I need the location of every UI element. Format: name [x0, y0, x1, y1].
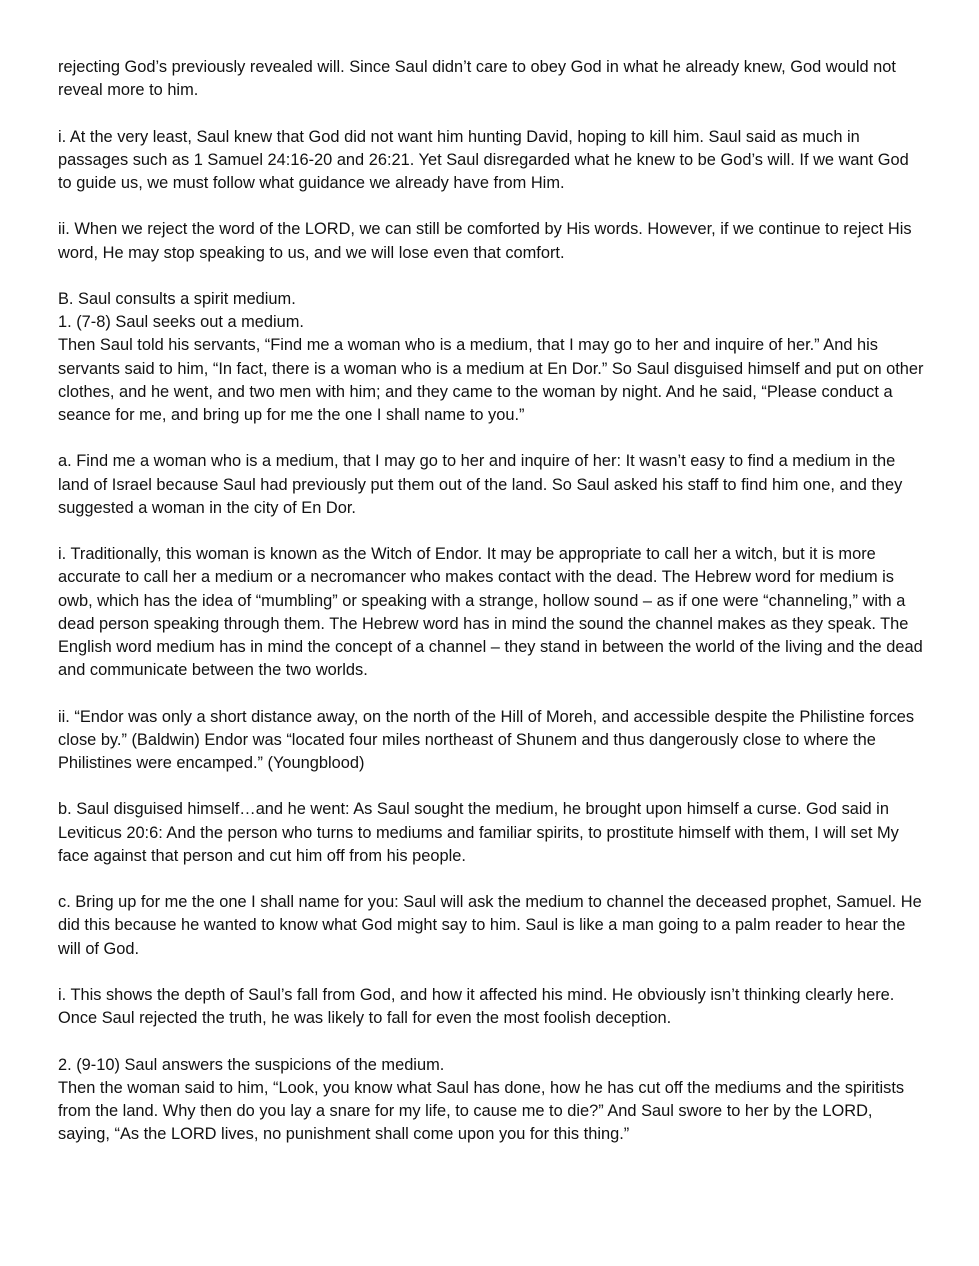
section-heading-b: B. Saul consults a spirit medium.: [58, 289, 296, 308]
paragraph-point-ii-reject-word: ii. When we reject the word of the LORD, we can still be comforted by His words. However, if we continue to reject His word, He may stop speaking to us, and we will lose even that comfort.: [58, 220, 912, 262]
paragraph-point-a: a. Find me a woman who is a medium, that I may go to her and inquire of her: It wasn’t easy to find a medium in the land of Israel because Saul had previously put them out of the land. So Saul asked his staff to find him one, and they suggested a woman in the city of En Dor.: [58, 452, 903, 517]
paragraph-point-b: b. Saul disguised himself…and he went: As Saul sought the medium, he brought upon himself a curse. God said in Leviticus 20:6: And the person who turns to mediums and familiar spirits, to prostitute himself with them, I will set My face against that person and cut him off from his people.: [58, 800, 899, 865]
scripture-passage-9-10: Then the woman said to him, “Look, you know what Saul has done, how he has cut off the mediums and the spiritists from the land. Why then do you lay a snare for my life, to cause me to die?” And Saul swore to her by the LORD, saying, “As the LORD lives, no punishment shall come upon you for this thing.”: [58, 1078, 905, 1144]
scripture-passage-7-8: Then Saul told his servants, “Find me a woman who is a medium, that I may go to her and inquire of her.” And his servants said to him, “In fact, there is a woman who is a medium at En Dor.” So Saul disguised himself and put on other clothes, and he went, and two men with him; and they came to the woman by night. And he said, “Please conduct a seance for me, and bring up for me the one I shall name to you.”: [58, 336, 924, 424]
paragraph-point-i-saul-knew: i. At the very least, Saul knew that God did not want him hunting David, hoping to kill him. Saul said as much in passages such as 1 Samuel 24:16-20 and 26:21. Yet Saul disregarded what he knew to be God’s will. If we want God to guide us, we must follow what guidance we already have from Him.: [58, 127, 909, 192]
paragraph-continuation: rejecting God’s previously revealed will. Since Saul didn’t care to obey God in what he already knew, God would not reveal more to him.: [58, 58, 896, 100]
document-page: [58, 56, 924, 1170]
subsection-heading-1: 1. (7-8) Saul seeks out a medium.: [58, 313, 304, 332]
paragraph-point-c: c. Bring up for me the one I shall name for you: Saul will ask the medium to channel the deceased prophet, Samuel. He did this because he wanted to know what God might say to him. Saul is like a man going to a palm reader to hear the will of God.: [58, 893, 922, 958]
paragraph-point-i-witch-of-endor: i. Traditionally, this woman is known as the Witch of Endor. It may be appropriate to call her a witch, but it is more accurate to call her a medium or a necromancer who makes contact with the dead. The Hebrew word for medium is owb, which has the idea of “mumbling” or speaking with a strange, hollow sound – as if one were “channeling,” with a dead person speaking through them. The Hebrew word has in mind the sound the channel makes as they speak. The English word medium has in mind the concept of a channel – they stand in between the world of the living and the dead and communicate between the two worlds.: [58, 545, 923, 680]
paragraph-point-ii-endor-location: ii. “Endor was only a short distance away, on the north of the Hill of Moreh, and accessible despite the Philistine forces close by.” (Baldwin) Endor was “located four miles northeast of Shunem and thus dangerously close to where the Philistines were encamped.” (Youngblood): [58, 707, 915, 772]
paragraph-point-i-depth-of-fall: i. This shows the depth of Saul’s fall from God, and how it affected his mind. He obviously isn’t thinking clearly here. Once Saul rejected the truth, he was likely to fall for even the most foolish deception.: [58, 985, 895, 1028]
subsection-heading-2: 2. (9-10) Saul answers the suspicions of the medium.: [58, 1055, 445, 1074]
